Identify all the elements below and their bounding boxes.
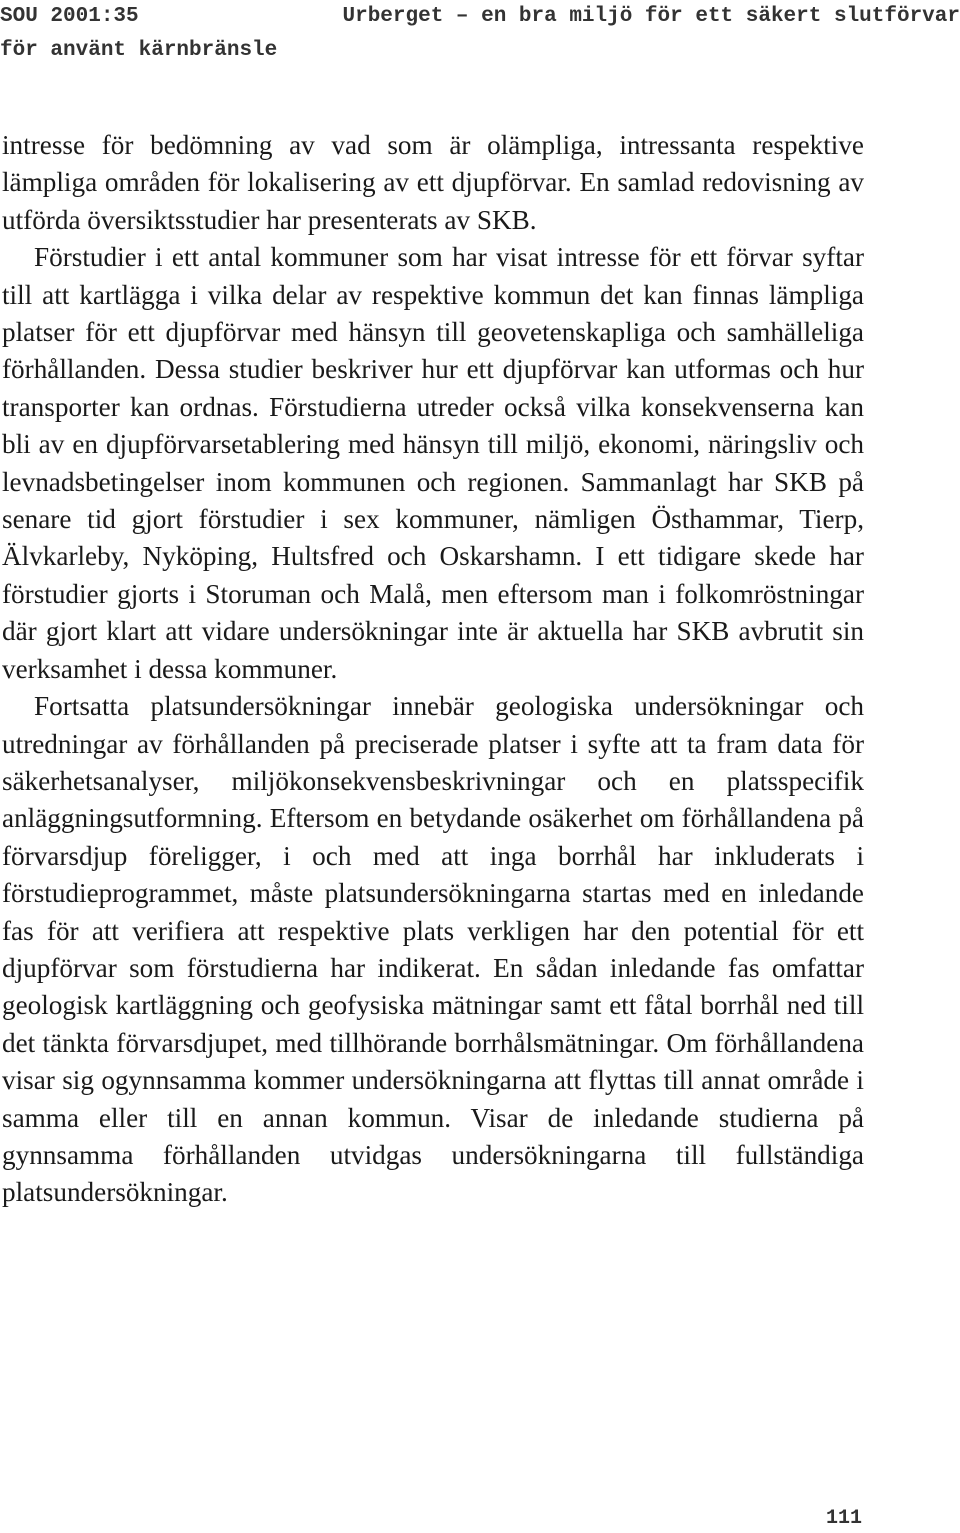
paragraph-platsundersokningar: Fortsatta platsundersökningar innebär geologiska undersökningar och utredningar av förhållanden på preciserade platser i syfte att ta fram data för säkerhetsanalyser, miljökonsekvensbeskrivningar och en platsspecifik anläggningsutformning. Eftersom en betydande osäkerhet om förhållandena på förvarsdjup föreligger, i och med att inga borrhål har inkluderats i förstudieprogrammet, måste platsundersökningarna startas med en inledande fas för att verifiera att respektive plats verkligen har den potential för ett djupförvar som förstudierna har indikerat. En sådan inledande fas omfattar geologisk kartläggning och geofysiska mätningar samt ett fåtal borrhål ned till det tänkta förvarsdjupet, med tillhörande borrhålsmätningar. Om förhållandena visar sig ogynnsamma kommer undersökningarna att flyttas till annat område i samma eller till en annan kommun. Visar de inledande studierna på gynnsamma förhållanden utvidgas undersökningarna till fullständiga platsundersökningar.	[2, 691, 864, 1208]
body-text	[2, 127, 864, 1212]
document-id: SOU 2001:35	[0, 5, 139, 28]
paragraph-forstudier: Förstudier i ett antal kommuner som har visat intresse för ett förvar syftar till att kartlägga i vilka delar av respektive kommun det kan finnas lämpliga platser för ett djupförvar med hänsyn till geovetenskapliga och samhälleliga förhållanden. Dessa studier beskriver hur ett djupförvar kan utformas och hur transporter kan ordnas. Förstudierna utreder också vilka konsekvenserna kan bli av en djupförvarsetablering med hänsyn till miljö, ekonomi, näringsliv och levnadsbetingelser inom kommunen och regionen. Sammanlagt har SKB på senare tid gjort förstudier i sex kommuner, nämligen Östhammar, Tierp, Älvkarleby, Nyköping, Hultsfred och Oskarshamn. I ett tidigare skede har förstudier gjorts i Storuman och Malå, men eftersom man i folkomröstningar där gjort klart att vidare undersökningar inte är aktuella har SKB avbrutit sin verksamhet i dessa kommuner.	[2, 242, 864, 684]
page-number: 111	[825, 1507, 862, 1530]
running-header	[0, 0, 960, 68]
paragraph-continuation: intresse för bedömning av vad som är olämpliga, intressanta respektive lämpliga områden för lokalisering av ett djupförvar. En samlad redovisning av utförda översiktsstudier har presenterats av SKB.	[2, 130, 864, 235]
header-top-line	[0, 0, 960, 34]
document-title-continued: för använt kärnbränsle	[0, 39, 278, 62]
document-title: Urberget – en bra miljö för ett säkert slutförvar	[342, 5, 960, 28]
